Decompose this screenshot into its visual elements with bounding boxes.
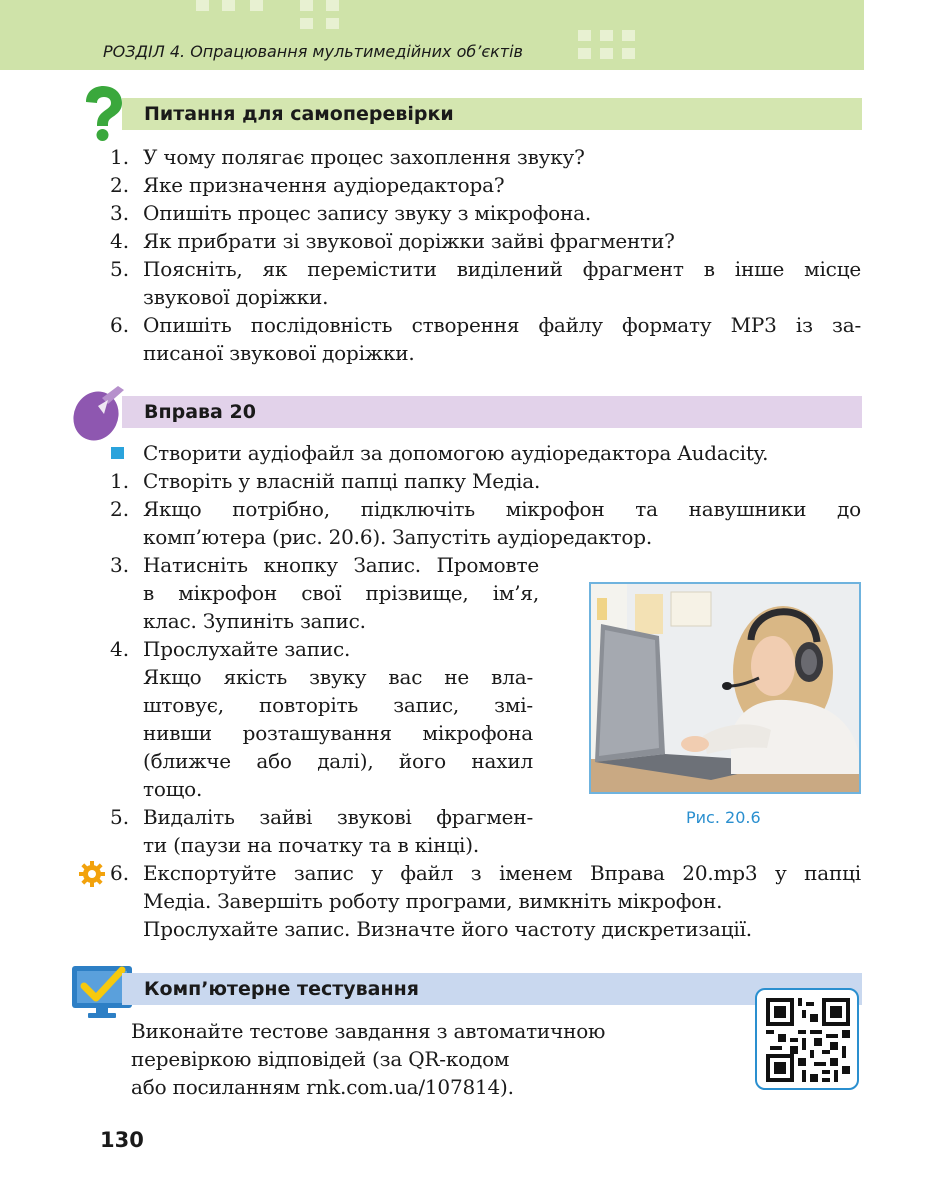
- exercise-intro: Створити аудіофайл за допомогою аудіоредактора Audacity.: [143, 441, 769, 465]
- step-text: Видаліть зайві звукові фрагмен-: [143, 805, 533, 829]
- header-decor: [300, 18, 313, 29]
- step-text: клас. Зупиніть запис.: [143, 609, 366, 633]
- qr-code-icon: [766, 998, 850, 1082]
- list-item: Поясніть, як перемістити виділений фрагмент в інше місце: [143, 257, 861, 281]
- header-decor: [222, 0, 235, 11]
- header-decor: [300, 0, 313, 11]
- list-item-number: 1.: [110, 145, 130, 169]
- testing-text: Виконайте тестове завдання з автоматичною: [131, 1019, 606, 1043]
- step-number: 6.: [110, 861, 130, 885]
- qr-code[interactable]: [755, 988, 859, 1090]
- list-item-number: 6.: [110, 313, 130, 337]
- list-item: Опишіть послідовність створення файлу формату MP3 із за-: [143, 313, 861, 337]
- step-text: штовує, повторіть запис, змі-: [143, 693, 533, 717]
- header-decor: [622, 30, 635, 41]
- list-item-number: 5.: [110, 257, 130, 281]
- step-text: Якщо потрібно, підключіть мікрофон та навушники до: [143, 497, 861, 521]
- step-text: тощо.: [143, 777, 203, 801]
- exercise-title: Вправа 20: [144, 401, 256, 423]
- exercise-bar: [122, 396, 862, 428]
- pen-icon: [72, 384, 128, 442]
- step-text-continuation: комп’ютера (рис. 20.6). Запустіть аудіоредактор.: [143, 525, 653, 549]
- self-check-bar: [122, 98, 862, 130]
- step-number: 2.: [110, 497, 130, 521]
- step-text: Створіть у власній папці папку Медіа.: [143, 469, 541, 493]
- step-number: 4.: [110, 637, 130, 661]
- question-mark-icon: [80, 84, 126, 144]
- page-number: 130: [100, 1128, 144, 1152]
- header-decor: [196, 0, 209, 11]
- figure-photo: [589, 582, 861, 794]
- figure-caption: Рис. 20.6: [686, 808, 761, 827]
- step-text: нивши розташування мікрофона: [143, 721, 533, 745]
- list-item: Як прибрати зі звукової доріжки зайві фрагменти?: [143, 229, 675, 253]
- list-item-number: 2.: [110, 173, 130, 197]
- step-text: Медіа. Завершіть роботу програми, вимкніть мікрофон.: [143, 889, 723, 913]
- step-text: ти (паузи на початку та в кінці).: [143, 833, 479, 857]
- step-text: Прослухайте запис. Визначте його частоту дискретизації.: [143, 917, 752, 941]
- header-decor: [250, 0, 263, 11]
- step-text: Прослухайте запис.: [143, 637, 351, 661]
- list-item-continuation: звукової доріжки.: [143, 285, 329, 309]
- testing-title: Комп’ютерне тестування: [144, 978, 419, 1000]
- step-text: (ближче або далі), його нахил: [143, 749, 533, 773]
- list-item: Опишіть процес запису звуку з мікрофона.: [143, 201, 592, 225]
- header-decor: [600, 48, 613, 59]
- chapter-header: [0, 0, 864, 70]
- step-text: Натисніть кнопку Запис. Промовте: [143, 553, 539, 577]
- step-text: Експортуйте запис у файл з іменем Вправа 20.mp3 у папці: [143, 861, 861, 885]
- step-text: Якщо якість звуку вас не вла-: [143, 665, 533, 689]
- header-decor: [600, 30, 613, 41]
- testing-text: або посиланням rnk.com.ua/107814).: [131, 1075, 514, 1099]
- list-item: У чому полягає процес захоплення звуку?: [143, 145, 585, 169]
- step-number: 3.: [110, 553, 130, 577]
- list-item: Яке призначення аудіоредактора?: [143, 173, 505, 197]
- header-decor: [326, 0, 339, 11]
- step-text: в мікрофон свої прізвище, ім’я,: [143, 581, 539, 605]
- list-item-continuation: писаної звукової доріжки.: [143, 341, 415, 365]
- testing-text: перевіркою відповідей (за QR-кодом: [131, 1047, 510, 1071]
- step-number: 1.: [110, 469, 130, 493]
- square-bullet-icon: [111, 447, 124, 459]
- testing-bar: [122, 973, 862, 1005]
- step-number: 5.: [110, 805, 130, 829]
- self-check-title: Питання для самоперевірки: [144, 103, 454, 125]
- gear-icon: [78, 860, 106, 888]
- list-item-number: 4.: [110, 229, 130, 253]
- header-decor: [622, 48, 635, 59]
- header-decor: [578, 30, 591, 41]
- header-decor: [326, 18, 339, 29]
- list-item-number: 3.: [110, 201, 130, 225]
- chapter-title: РОЗДІЛ 4. Опрацювання мультимедійних об’єктів: [103, 42, 523, 61]
- header-decor: [578, 48, 591, 59]
